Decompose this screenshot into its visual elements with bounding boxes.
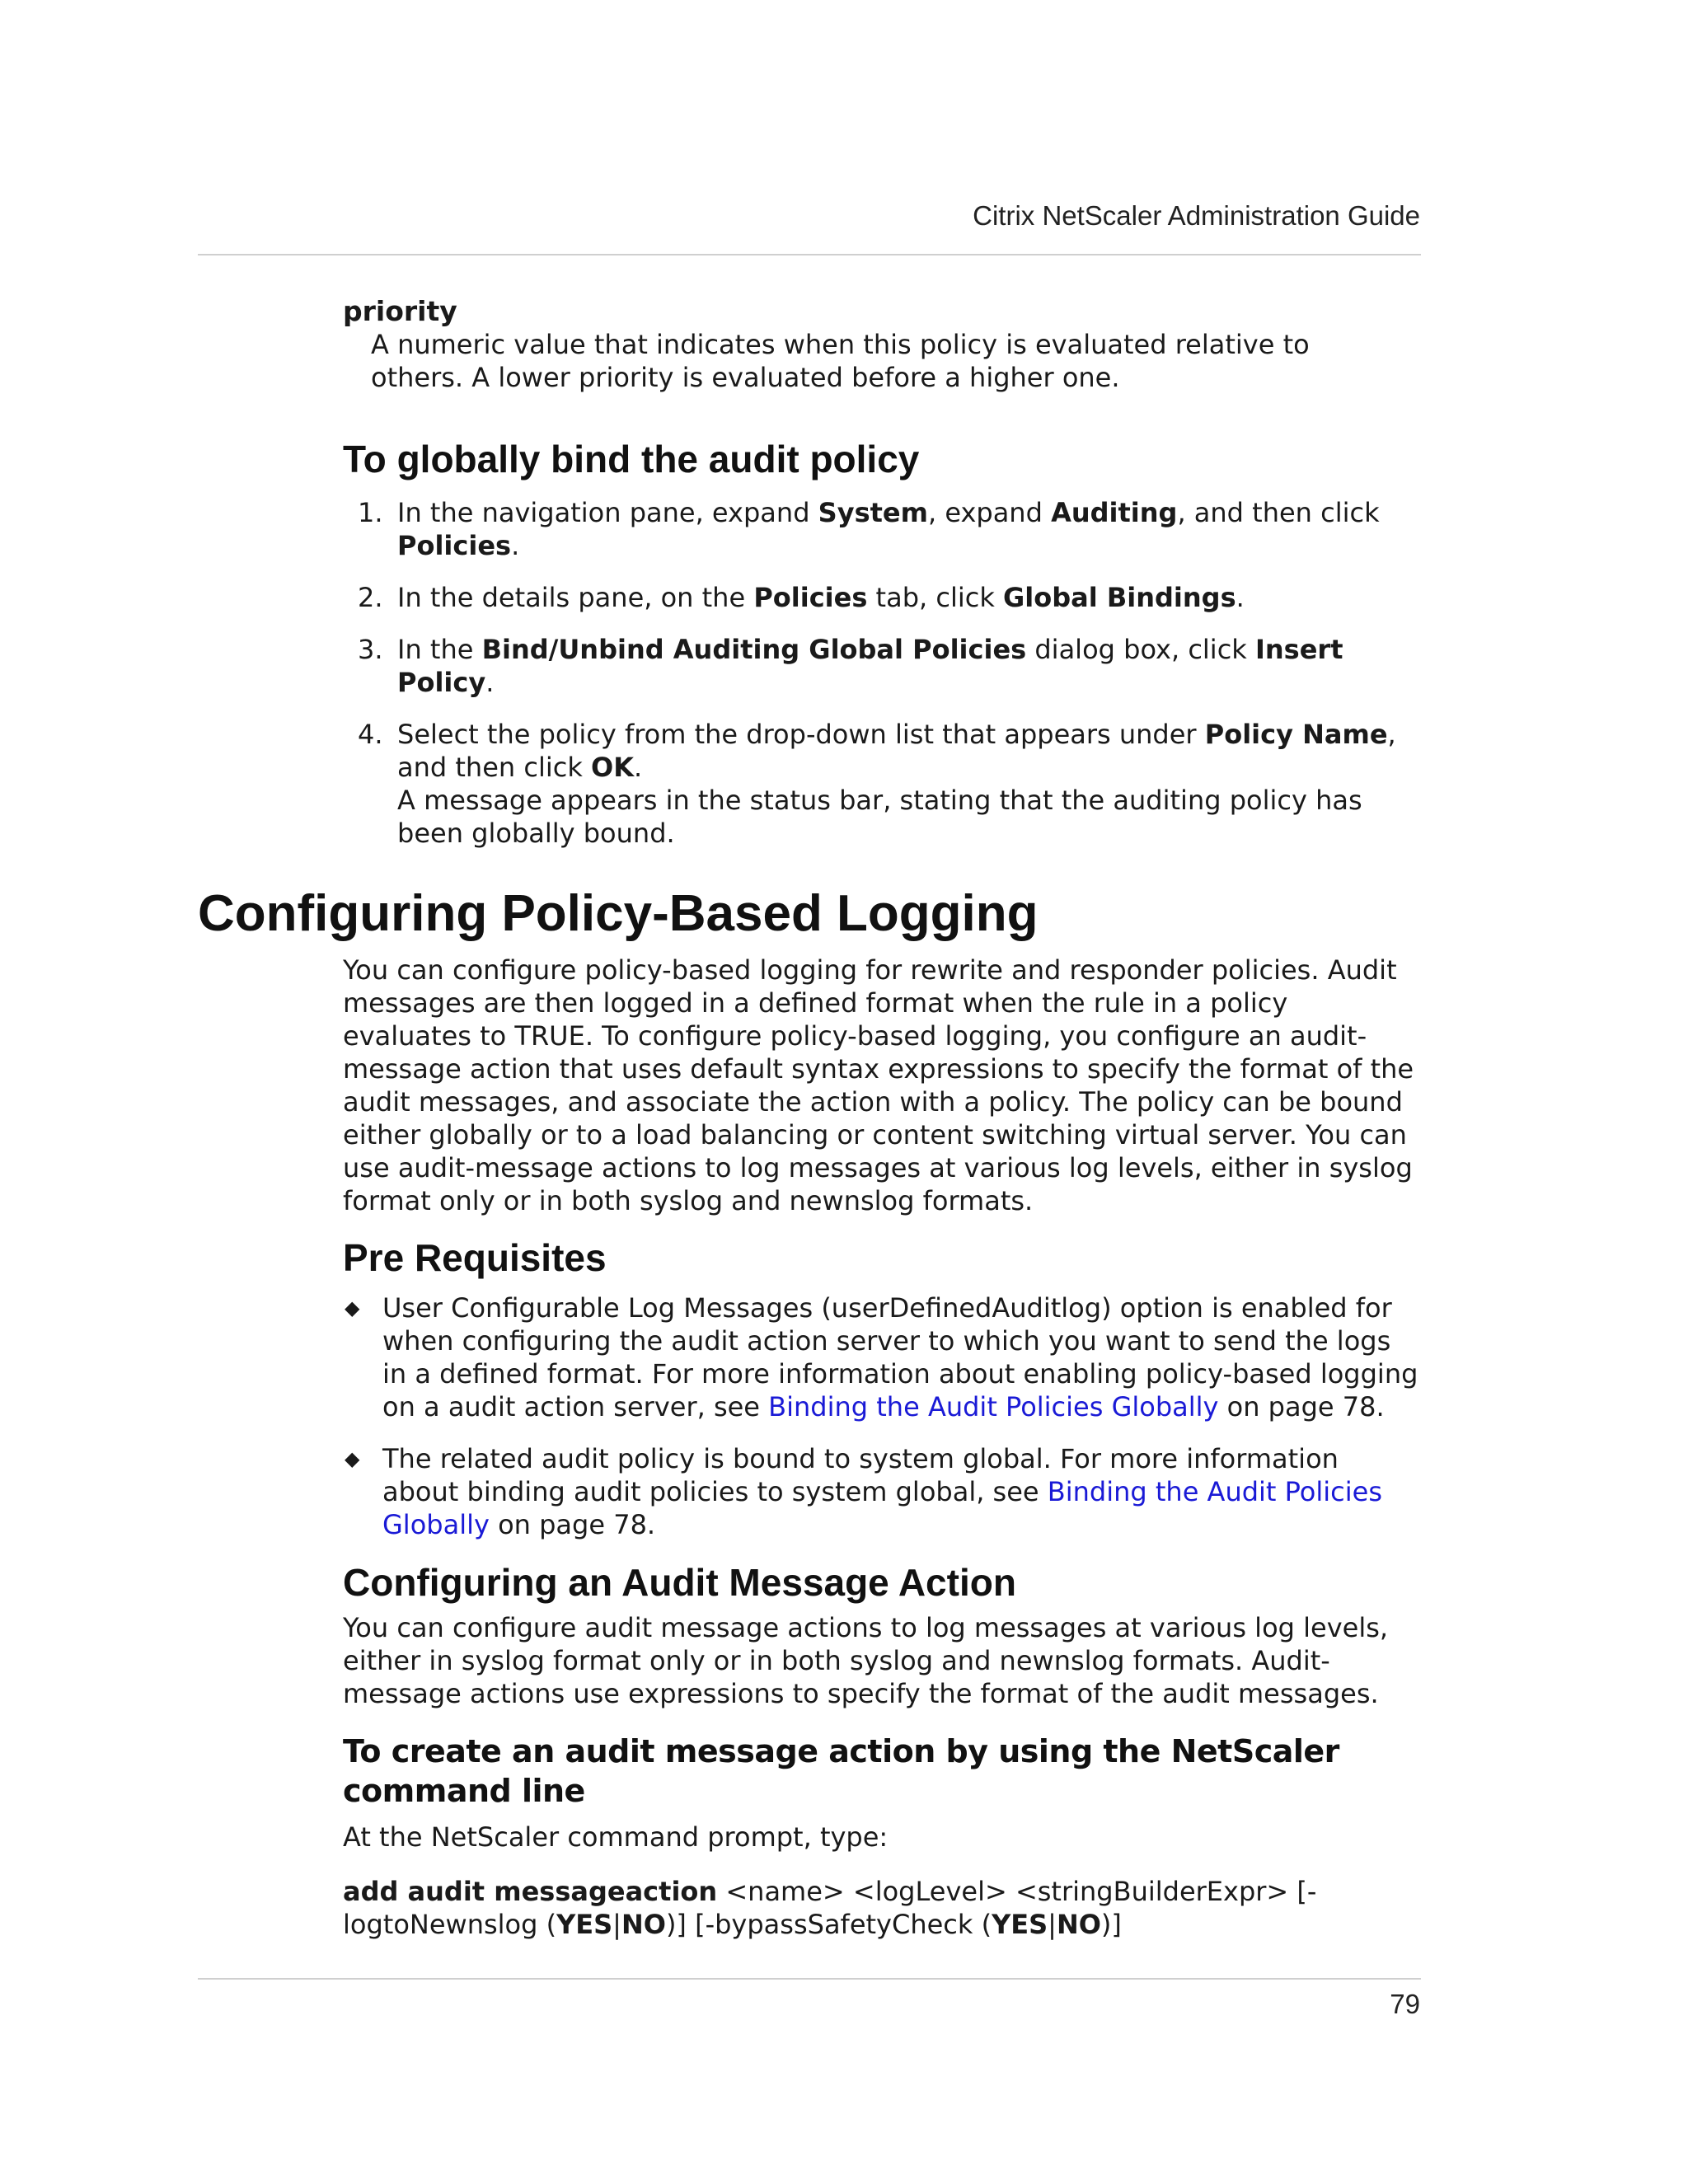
command-args: )]	[1100, 1909, 1122, 1940]
prerequisite-text: on page 78.	[489, 1509, 656, 1540]
command-option: YES	[556, 1909, 613, 1940]
step-ui-term: Global Bindings	[1003, 582, 1236, 613]
running-header: Citrix NetScaler Administration Guide	[973, 200, 1420, 231]
command-option: YES	[992, 1909, 1048, 1940]
bind-steps-list	[343, 496, 1423, 850]
step-number: 2.	[358, 582, 383, 613]
page-content	[198, 295, 1423, 1941]
command-args: )] [-bypassSafetyCheck (	[665, 1909, 992, 1940]
step-number: 3.	[358, 634, 383, 665]
command-separator: |	[1048, 1909, 1057, 1940]
step-text: In the navigation pane, expand	[397, 497, 818, 528]
diamond-bullet-icon: ◆	[345, 1447, 360, 1470]
prerequisite-item	[343, 1442, 1423, 1541]
step-text: .	[511, 530, 520, 561]
step-ui-term: Insert Policy	[397, 634, 1343, 698]
step-ui-term: Policies	[753, 582, 868, 613]
step-text: tab, click	[867, 582, 1004, 613]
step-ui-term: Auditing	[1051, 497, 1178, 528]
step-text: Select the policy from the drop-down list that appears under	[397, 719, 1205, 750]
command-keyword: add audit messageaction	[343, 1876, 718, 1907]
step-text: , and then click	[1177, 497, 1380, 528]
binding-audit-policies-link[interactable]: Binding the Audit Policies Globally	[768, 1391, 1219, 1422]
step-text: .	[485, 667, 495, 698]
priority-definition: A numeric value that indicates when this policy is evaluated relative to others. A lower priority is evaluated before a higher one.	[371, 329, 1310, 393]
step-text: dialog box, click	[1026, 634, 1255, 665]
bind-step-1	[343, 496, 1423, 562]
audit-message-action-heading: Configuring an Audit Message Action	[343, 1561, 1016, 1604]
command-option: NO	[621, 1909, 666, 1940]
step-text: In the	[397, 634, 482, 665]
cli-procedure-heading: To create an audit message action by using the NetScaler command line	[343, 1733, 1339, 1809]
step-text: , and then click	[397, 719, 1396, 783]
header-rule	[198, 254, 1421, 255]
bind-step-3	[343, 633, 1423, 699]
step-ui-term: Bind/Unbind Auditing Global Policies	[481, 634, 1027, 665]
step-ui-term: System	[818, 497, 928, 528]
bind-step-2	[343, 581, 1423, 614]
bind-step-4	[343, 718, 1423, 850]
policy-logging-heading: Configuring Policy-Based Logging	[198, 885, 1039, 942]
binding-audit-policies-link[interactable]: Binding the Audit Policies Globally	[382, 1476, 1382, 1540]
page-number: 79	[1390, 1989, 1420, 2019]
step-text: , expand	[927, 497, 1052, 528]
step-text: .	[1236, 582, 1245, 613]
step-number: 4.	[358, 719, 383, 750]
step-text: In the details pane, on the	[397, 582, 754, 613]
footer-rule	[198, 1978, 1421, 1980]
command-args: <name> <logLevel> <stringBuilderExpr> [-logtoNewnslog (	[343, 1876, 1317, 1940]
prerequisite-text: The related audit policy is bound to system global. For more information about binding audit policies to system global, see	[382, 1443, 1339, 1507]
step-ui-term: Policies	[397, 530, 512, 561]
command-option: NO	[1056, 1909, 1101, 1940]
prerequisite-text: User Configurable Log Messages (userDefinedAuditlog) option is enabled for when configuring the audit action server to which you want to send the logs in a defined format. For more information about enabling policy-based logging on a audit action server, see	[382, 1292, 1418, 1422]
step-number: 1.	[358, 497, 383, 528]
step-result-note: A message appears in the status bar, stating that the auditing policy has been globally bound.	[397, 785, 1362, 849]
command-separator: |	[612, 1909, 621, 1940]
bind-policy-heading: To globally bind the audit policy	[343, 438, 920, 480]
cli-command-syntax	[343, 1875, 1423, 1941]
policy-logging-intro: You can configure policy-based logging for rewrite and responder policies. Audit messages are then logged in a defined format when the rule in a policy evaluates to TRUE. To configure policy-based logging, you configure an audit-message action that uses default syntax expressions to specify the format of the audit messages, and associate the action with a policy. The policy can be bound either globally or to a load balancing or content switching virtual server. You can use audit-message actions to log messages at various log levels, either in syslog format only or in both syslog and newnslog formats.	[343, 954, 1414, 1216]
priority-term: priority	[343, 295, 457, 327]
step-ui-term: Policy Name	[1204, 719, 1388, 750]
prerequisite-text: on page 78.	[1218, 1391, 1385, 1422]
prerequisites-list	[343, 1291, 1423, 1541]
step-ui-term: OK	[591, 752, 635, 783]
cli-prompt-text: At the NetScaler command prompt, type:	[343, 1821, 889, 1853]
prerequisite-item	[343, 1291, 1423, 1423]
diamond-bullet-icon: ◆	[345, 1296, 360, 1319]
step-text: .	[634, 752, 643, 783]
audit-message-action-intro: You can configure audit message actions to log messages at various log levels, either in syslog format only or in both syslog and newnslog formats. Audit-message actions use expressions to specify the format of the audit messages.	[343, 1612, 1389, 1709]
prerequisites-heading: Pre Requisites	[343, 1236, 607, 1279]
